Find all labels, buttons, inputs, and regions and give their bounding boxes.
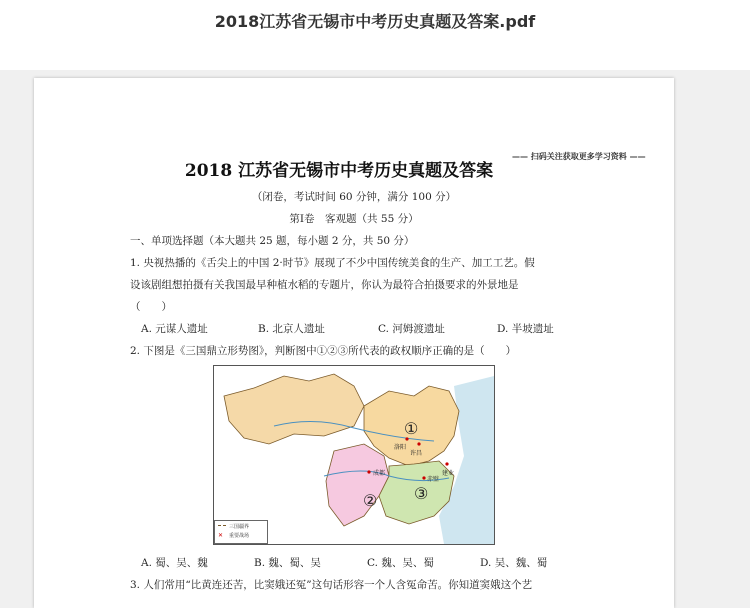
question-2-option-b: B. 魏、蜀、吴 [254,557,321,569]
question-3-line-1: 3. 人们常用“比黄连还苦，比窦娥还冤”这句话形容一个人含冤命苦。你知道窦娥这个艺 [130,579,533,591]
city-jianye: 建业 [442,470,455,477]
city-luoyang: 洛阳 [394,444,407,451]
section-heading: 第Ⅰ卷 客观题（共 55 分） [289,213,419,225]
city-xuchang: 许昌 [410,450,423,457]
question-2-option-a: A. 蜀、吴、魏 [141,557,208,569]
question-1-option-d: D. 半坡遗址 [497,323,554,335]
marker-2: ② [363,491,378,510]
city-chibi: 赤壁 [427,476,440,483]
question-1-option-b: B. 北京人遗址 [258,323,325,335]
legend-border: 三国疆界 [229,524,250,530]
question-1-option-c: C. 河姆渡遗址 [378,323,445,335]
map-legend [214,520,268,544]
battle-symbol: ✕ [218,532,224,539]
question-2-option-d: D. 吴、魏、蜀 [480,557,548,569]
marker-3: ③ [414,484,429,503]
part-heading: 一、单项选择题（本大题共 25 题，每小题 2 分，共 50 分） [130,235,415,247]
file-title: 2018江苏省无锡市中考历史真题及答案.pdf [214,12,536,31]
question-2-option-c: C. 魏、吴、蜀 [367,557,434,569]
exam-info: （闭卷，考试时间 60 分钟，满分 100 分） [251,191,457,203]
question-1-option-a: A. 元谋人遗址 [141,323,208,335]
city-chengdu: 成都 [373,470,386,477]
question-1-line-2: 设该剧组想拍摄有关我国最早种植水稻的专题片，你认为最符合拍摄要求的外景地是 [130,279,519,291]
question-1-line-3: （ ） [130,301,172,313]
border-symbol [218,525,226,526]
question-2-line-1: 2. 下图是《三国鼎立形势图》，判断图中①②③所代表的政权顺序正确的是（ ） [130,345,517,357]
question-1-line-1: 1. 央视热播的《舌尖上的中国 2·时节》展现了不少中国传统美食的生产、加工工艺。假 [130,257,535,269]
three-kingdoms-map [213,365,495,545]
marker-1: ① [404,419,419,438]
viewer-header [0,0,750,70]
side-note: —— 扫码关注获取更多学习资料 —— [512,152,646,161]
paper-title: 2018 江苏省无锡市中考历史真题及答案 [184,161,494,181]
pdf-page [34,78,674,608]
map-graphic [214,366,494,544]
legend-battle: 重要战场 [229,533,250,539]
